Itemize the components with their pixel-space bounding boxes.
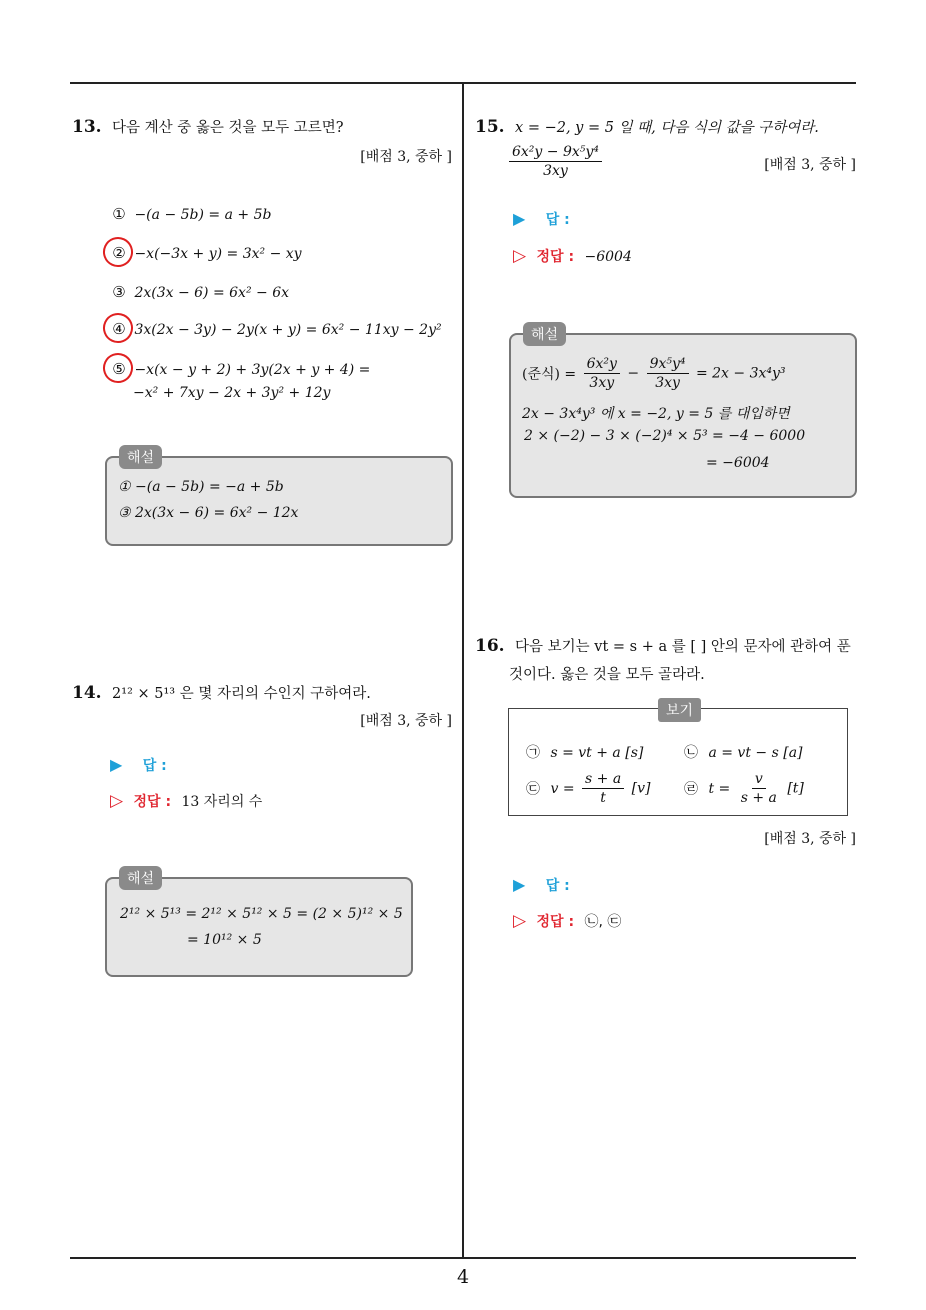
q16-solution-arrow-icon: ▷: [513, 911, 527, 931]
q13-explanation-box: [105, 456, 453, 546]
q15-exp-fraction-1: [584, 356, 620, 391]
q14-explanation-line-2: = 10¹² × 5: [187, 932, 262, 948]
q15-solution-label: 정답 :: [536, 249, 575, 265]
q14-answer-arrow-icon: ▶: [110, 755, 123, 774]
q16-answer-row: [513, 875, 570, 895]
q16-bogi-c: [526, 771, 650, 806]
q15-explanation-line-3: 2 × (−2) − 3 × (−2)⁴ × 5³ = −4 − 6000: [524, 428, 806, 444]
bottom-rule: [70, 1257, 856, 1259]
q14-score: [배점 3, 중하 ]: [360, 713, 452, 729]
q14-number: 14.: [72, 683, 102, 703]
q15-exp-f2-den: 3xy: [655, 375, 680, 391]
q13-explanation-line-1: ① −(a − 5b) = −a + 5b: [118, 479, 284, 495]
q13-option-3-expr: 2x(3x − 6) = 6x² − 6x: [134, 285, 289, 301]
q16-question-line1: 다음 보기는 vt = s + a 를 [ ] 안의 문자에 관하여 푼: [515, 639, 851, 655]
q15-fraction-num: 6x²y − 9x⁵y⁴: [509, 144, 602, 162]
page-number: 4: [457, 1266, 470, 1288]
q13-header: [72, 116, 344, 137]
q15-answer-arrow-icon: ▶: [513, 209, 526, 228]
q16-bogi-c-fraction: [582, 771, 624, 806]
q15-explanation-line-1: [522, 356, 786, 391]
q15-solution-row: [513, 246, 632, 266]
q13-option-4-mark: ④: [108, 318, 130, 340]
q16-bogi-a: [526, 742, 643, 762]
q13-explanation-line-2: ③ 2x(3x − 6) = 6x² − 12x: [118, 505, 299, 521]
q16-solution-row: [513, 911, 621, 931]
q13-option-5-mark: ⑤: [108, 358, 130, 380]
q15-answer-row: [513, 209, 570, 229]
q14-header: [72, 682, 371, 703]
q15-explanation-tab: 해설: [523, 322, 566, 346]
q14-solution-value: 13 자리의 수: [181, 794, 263, 810]
q15-header: [475, 116, 819, 137]
q16-answer-label: 답 :: [545, 878, 570, 894]
q16-bogi-d-fraction: [738, 771, 780, 806]
q16-bogi-c-num: s + a: [582, 771, 624, 789]
q15-explanation-line-2: 2x − 3x⁴y³ 에 x = −2, y = 5 를 대입하면: [522, 406, 790, 422]
q15-explanation-line-4: = −6004: [706, 455, 770, 471]
q14-answer-label: 답 :: [142, 758, 167, 774]
q13-number: 13.: [72, 117, 102, 137]
q16-bogi-d-lhs: t =: [708, 780, 731, 797]
q16-bogi-c-tail: [v]: [631, 780, 651, 797]
q14-solution-label: 정답 :: [133, 794, 172, 810]
q13-option-2-mark: ②: [108, 242, 130, 264]
q14-solution-row: [110, 791, 262, 811]
q16-bogi-d: [684, 771, 804, 806]
q16-answer-arrow-icon: ▶: [513, 875, 526, 894]
q15-fraction-expr: [509, 144, 602, 179]
q16-bogi-b-expr: a = vt − s [a]: [708, 745, 803, 761]
q16-solution-label: 정답 :: [536, 914, 575, 930]
q13-option-5-expr: −x(x − y + 2) + 3y(2x + y + 4) =: [134, 362, 371, 378]
q16-bogi-b: [684, 742, 803, 762]
q15-exp-f1-num: 6x²y: [584, 356, 620, 374]
q13-score: [배점 3, 중하 ]: [360, 149, 452, 165]
q15-exp-f2-num: 9x⁵y⁴: [647, 356, 689, 374]
q13-option-4-expr: 3x(2x − 3y) − 2y(x + y) = 6x² − 11xy − 2y²: [134, 322, 442, 338]
q14-explanation-line-1: 2¹² × 5¹³ = 2¹² × 5¹² × 5 = (2 × 5)¹² × 5: [120, 906, 403, 922]
q13-option-4: [108, 318, 442, 340]
q16-header: [475, 635, 851, 656]
q16-bogi-d-num: v: [752, 771, 766, 789]
q16-score: [배점 3, 중하 ]: [764, 831, 856, 847]
q14-solution-arrow-icon: ▷: [110, 791, 124, 811]
q13-option-3-mark: ③: [112, 283, 126, 301]
q16-bogi-c-den: t: [600, 790, 606, 806]
q16-solution-value: ㉡, ㉢: [584, 914, 622, 930]
q15-exp-minus: −: [627, 365, 640, 382]
q16-bogi-a-expr: s = vt + a [s]: [550, 745, 644, 761]
q15-solution-value: −6004: [584, 249, 632, 265]
q16-bogi-b-mark: ㉡: [684, 745, 698, 761]
q15-question: x = −2, y = 5 일 때, 다음 식의 값을 구하여라.: [515, 120, 819, 136]
q14-answer-row: [110, 755, 167, 775]
q13-explanation-tab: 해설: [119, 445, 162, 469]
q16-question-line2: 것이다. 옳은 것을 모두 골라라.: [509, 667, 705, 683]
q16-bogi-a-mark: ㉠: [526, 745, 540, 761]
q13-option-2: [108, 242, 302, 264]
q15-fraction: [506, 144, 605, 179]
q15-exp-result: = 2x − 3x⁴y³: [695, 365, 786, 382]
q16-bogi-d-mark: ㉣: [684, 781, 698, 798]
q13-option-5-line2: [133, 385, 330, 401]
q14-explanation-box: [105, 877, 413, 977]
q13-option-1-mark: ①: [112, 205, 126, 223]
q13-question: 다음 계산 중 옳은 것을 모두 고르면?: [112, 120, 344, 136]
q15-score: [배점 3, 중하 ]: [764, 157, 856, 173]
q13-option-1-expr: −(a − 5b) = a + 5b: [134, 207, 272, 223]
q15-exp-f1-den: 3xy: [589, 375, 615, 391]
q15-exp-prefix: (준식) =: [522, 366, 577, 383]
q15-answer-label: 답 :: [545, 212, 570, 228]
q16-number: 16.: [475, 636, 505, 656]
q14-question: 2¹² × 5¹³ 은 몇 자리의 수인지 구하여라.: [112, 686, 371, 702]
column-divider: [462, 83, 464, 1258]
q14-explanation-tab: 해설: [119, 866, 162, 890]
q13-option-5: [108, 358, 370, 380]
q13-option-5-expr2: −x² + 7xy − 2x + 3y² + 12y: [133, 385, 331, 401]
q16-bogi-d-tail: [t]: [787, 780, 804, 797]
q15-solution-arrow-icon: ▷: [513, 246, 527, 266]
q13-option-1: [108, 203, 271, 225]
q15-exp-fraction-2: [647, 356, 689, 391]
q16-bogi-d-den: s + a: [740, 790, 777, 806]
q15-number: 15.: [475, 117, 505, 137]
q15-fraction-den: 3xy: [543, 163, 568, 179]
q16-bogi-c-lhs: v =: [550, 780, 575, 797]
q16-bogi-tab: 보기: [658, 698, 701, 722]
q16-bogi-c-mark: ㉢: [526, 781, 540, 798]
q13-option-2-expr: −x(−3x + y) = 3x² − xy: [134, 246, 302, 262]
q13-option-3: [108, 281, 289, 303]
